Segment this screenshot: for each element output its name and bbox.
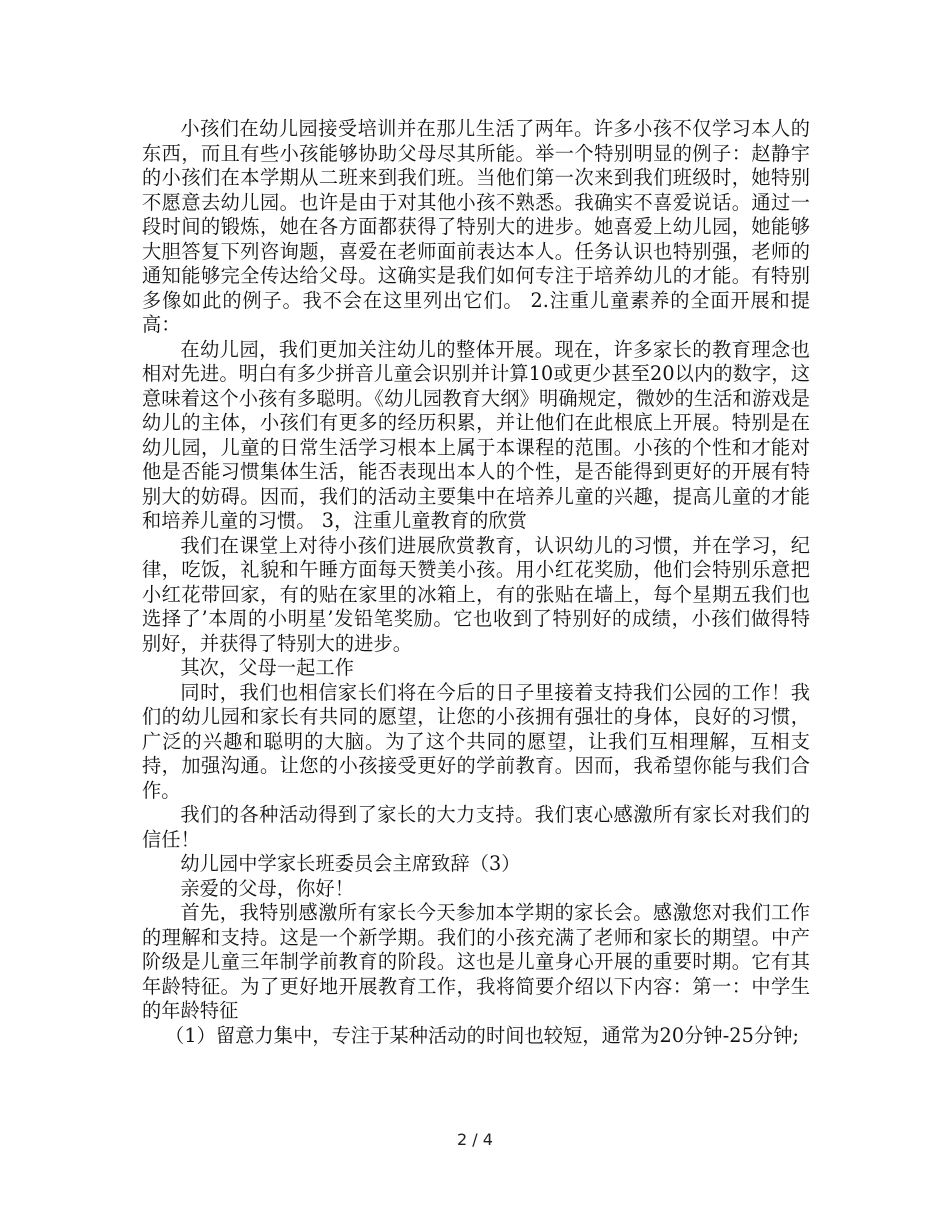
page-number: 2 / 4 — [457, 1130, 493, 1149]
paragraph-4: 同时，我们也相信家长们将在今后的日子里接着支持我们公园的工作！我们的幼儿园和家长有共同的愿望，让您的小孩拥有强壮的身体，良好的习惯，广泛的兴趣和聪明的大脑。为了这个共同的愿望，让我们互相理解，互相支持，加强沟通。让您的小孩接受更好的学前教育。因而，我希望你能与我们合作。 — [142, 680, 810, 802]
paragraph-2: 在幼儿园，我们更加关注幼儿的整体开展。现在，许多家长的教育理念也相对先进。明白有多少拼音儿童会识别并计算10或更少甚至20以内的数字，这意味着这个小孩有多聪明。《幼儿园教育大纲》明确规定，微妙的生活和游戏是幼儿的主体，小孩们有更多的经历积累，并让他们在此根底上开展。特别是在幼儿园，儿童的日常生活学习根本上属于本课程的范围。小孩的个性和才能对他是否能习惯集体生活，能否表现出本人的个性，是否能得到更好的开展有特别大的妨碍。因而，我们的活动主要集中在培养儿童的兴趣，提高儿童的才能和培养儿童的习惯。 3，注重儿童教育的欣赏 — [142, 337, 810, 532]
list-item-1: （1）留意力集中，专注于某种活动的时间也较短，通常为20分钟-25分钟; — [165, 1023, 800, 1047]
paragraph-3: 我们在课堂上对待小孩们进展欣赏教育，认识幼儿的习惯，并在学习，纪律，吃饭，礼貌和午睡方面每天赞美小孩。用小红花奖励，他们会特别乐意把小红花带回家，有的贴在家里的冰箱上，有的张贴在墙上，每个星期五我们也选择了’本周的小明星’发铅笔奖励。它也收到了特别好的成绩，小孩们做得特别好，并获得了特别大的进步。 — [142, 533, 810, 655]
section-heading-parents: 其次，父母一起工作 — [180, 656, 354, 679]
paragraph-5: 我们的各种活动得到了家长的大力支持。我们衷心感激所有家长对我们的信任！ — [142, 803, 810, 851]
salutation: 亲爱的父母，你好！ — [180, 876, 354, 900]
speech-title: 幼儿园中学家长班委员会主席致辞（3） — [180, 852, 521, 875]
document-body — [142, 117, 810, 1048]
paragraph-1: 小孩们在幼儿园接受培训并在那儿生活了两年。许多小孩不仅学习本人的东西，而且有些小孩能够协助父母尽其所能。举一个特别明显的例子：赵静宇的小孩们在本学期从二班来到我们班。当他们第一次来到我们班级时，她特别不愿意去幼儿园。也许是由于对其他小孩不熟悉。我确实不喜爱说话。通过一段时间的锻炼，她在各方面都获得了特别大的进步。她喜爱上幼儿园，她能够大胆答复下列咨询题，喜爱在老师面前表达本人。任务认识也特别强，老师的通知能够完全传达给父母。这确实是我们如何专注于培养幼儿的才能。有特别多像如此的例子。我不会在这里列出它们。 2.注重儿童素养的全面开展和提高： — [142, 117, 810, 336]
paragraph-6: 首先，我特别感激所有家长今天参加本学期的家长会。感激您对我们工作的理解和支持。这是一个新学期。我们的小孩充满了老师和家长的期望。中产阶级是儿童三年制学前教育的阶段。这也是儿童身心开展的重要时期。它有其年龄特征。为了更好地开展教育工作，我将简要介绍以下内容：第一：中学生的年龄特征 — [142, 901, 810, 1022]
